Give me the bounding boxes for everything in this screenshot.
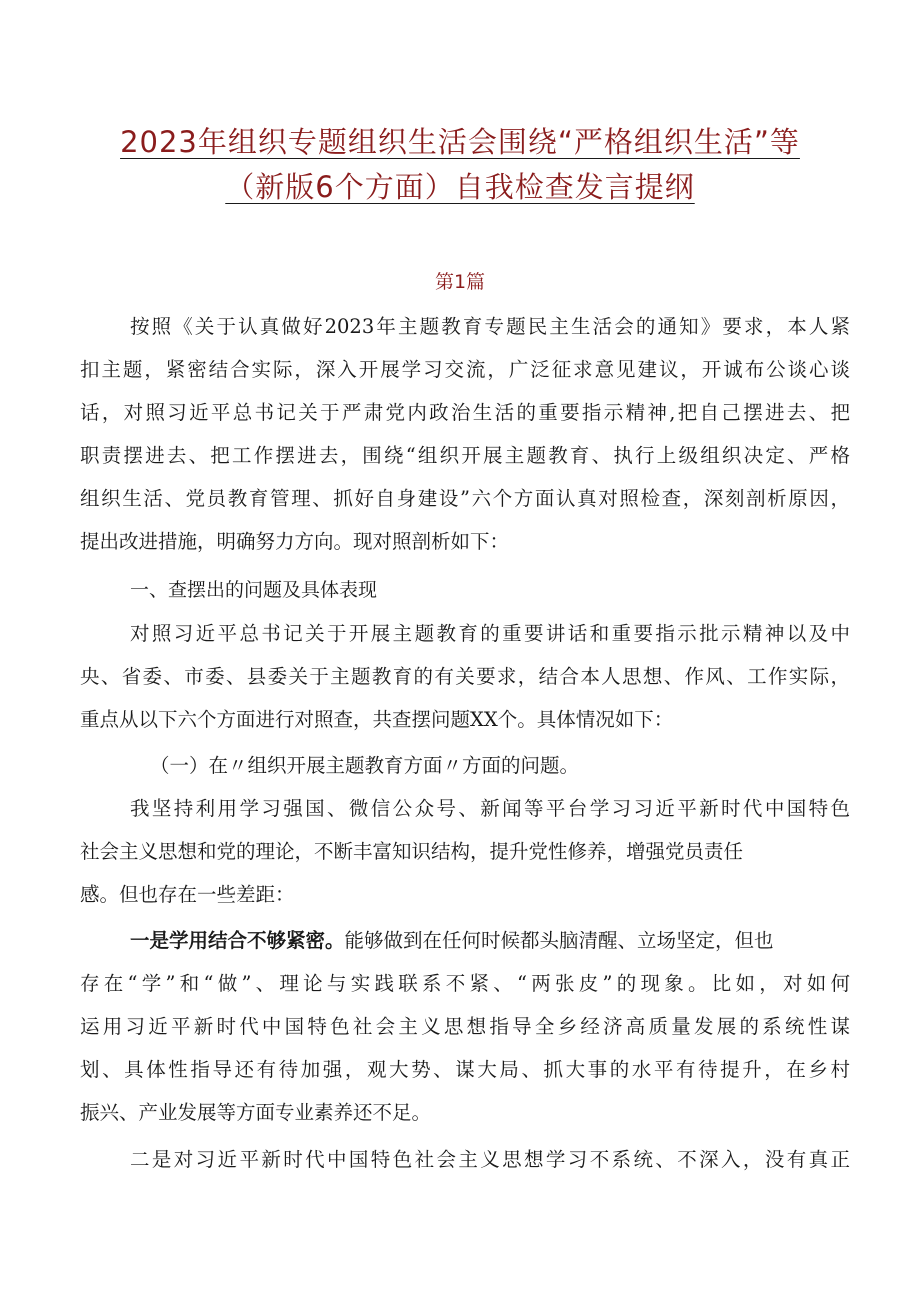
point1-line-4: 划、具体性指导还有待加强，观大势、谋大局、抓大事的水平有待提升，在乡村	[80, 1058, 850, 1081]
point1-line-2: 存在“学”和“做”、理论与实践联系不紧、“两张皮”的现象。比如，对如何	[80, 972, 850, 995]
subheading-1: （一）在〃组织开展主题教育方面〃方面的问题。	[150, 754, 580, 777]
point1-text: 能够做到在任何时候都头脑清醒、立场坚定，但也	[344, 929, 774, 952]
para2-line-3: 重点从以下六个方面进行对照查，共查摆问题XX个。具体情况如下：	[80, 708, 674, 731]
intro-line-6: 提出改进措施，明确努力方向。现对照剖析如下：	[80, 530, 510, 553]
para3-line-3: 感。但也存在一些差距：	[80, 883, 295, 906]
intro-line-5: 组织生活、党员教育管理、抓好自身建设”六个方面认真对照检查，深刻剖析原因，	[80, 487, 850, 510]
point1-line-3: 运用习近平新时代中国特色社会主义思想指导全乡经济高质量发展的系统性谋	[80, 1015, 850, 1038]
document-title-line1: 2023年组织专题组织生活会围绕“严格组织生活”等	[120, 125, 800, 159]
intro-line-2: 扣主题，紧密结合实际，深入开展学习交流，广泛征求意见建议，开诚布公谈心谈	[80, 358, 850, 381]
point2-line-1: 二是对习近平新时代中国特色社会主义思想学习不系统、不深入，没有真正	[130, 1148, 850, 1171]
para3-line-1: 我坚持利用学习强国、微信公众号、新闻等平台学习习近平新时代中国特色	[130, 797, 850, 820]
section-label: 第1篇	[434, 271, 486, 293]
point1-lead: 一是学用结合不够紧密。	[130, 929, 345, 952]
intro-line-1: 按照《关于认真做好2023年主题教育专题民主生活会的通知》要求，本人紧	[130, 315, 850, 338]
intro-line-4: 职责摆进去、把工作摆进去，围绕“组织开展主题教育、执行上级组织决定、严格	[80, 444, 850, 467]
para2-line-1: 对照习近平总书记关于开展主题教育的重要讲话和重要指示批示精神以及中	[130, 622, 850, 645]
point1-line-1	[80, 927, 850, 955]
point1-line-5: 振兴、产业发展等方面专业素养还不足。	[80, 1101, 432, 1124]
para2-line-2: 央、省委、市委、县委关于主题教育的有关要求，结合本人思想、作风、工作实际，	[80, 665, 850, 688]
intro-line-3: 话，对照习近平总书记关于严肃党内政治生活的重要指示精神,把自己摆进去、把	[80, 401, 850, 424]
para3-line-2: 社会主义思想和党的理论，不断丰富知识结构，提升党性修养，增强党员责任	[80, 840, 744, 863]
section-heading-1: 一、查摆出的问题及具体表现	[130, 579, 378, 601]
document-title-line2: （新版6个方面）自我检查发言提纲	[225, 170, 695, 204]
